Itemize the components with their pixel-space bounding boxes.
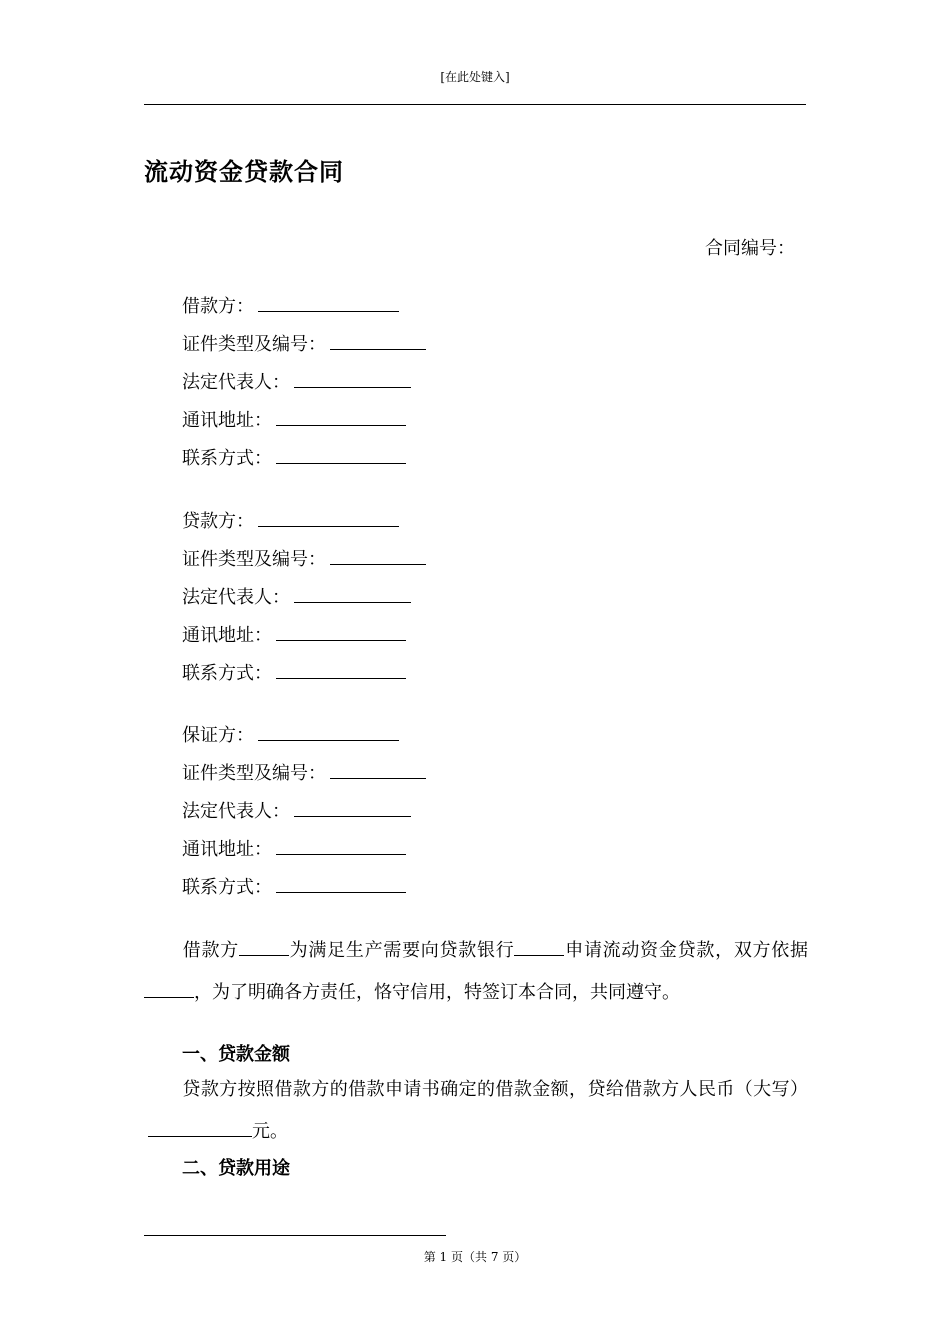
borrower-legal-rep-blank[interactable] — [294, 371, 411, 388]
guarantor-contact-blank[interactable] — [276, 876, 406, 893]
bank-inline-blank[interactable] — [514, 939, 564, 956]
field-label: 证件类型及编号： — [182, 549, 326, 570]
borrower-info-block — [182, 292, 426, 482]
lender-id-blank[interactable] — [330, 548, 426, 565]
intro-text-2: 为满足生产需要向贷款银行 — [288, 940, 515, 961]
borrower-contact-blank[interactable] — [276, 447, 406, 464]
intro-text-4: ，为了明确各方责任，恪守信用，特签订本合同，共同遵守。 — [194, 982, 680, 1003]
lender-name-row — [182, 507, 426, 545]
basis-inline-blank[interactable] — [144, 981, 194, 998]
field-label: 联系方式： — [182, 663, 272, 684]
intro-text-1: 借款方 — [182, 940, 239, 961]
borrower-id-row — [182, 330, 426, 368]
guarantor-contact-row — [182, 873, 426, 911]
guarantor-name-blank[interactable] — [258, 724, 399, 741]
field-label: 贷款方： — [182, 511, 254, 532]
borrower-legal-rep-row — [182, 368, 426, 406]
lender-address-row — [182, 621, 426, 659]
borrower-inline-blank[interactable] — [239, 939, 289, 956]
field-label: 证件类型及编号： — [182, 334, 326, 355]
field-label: 联系方式： — [182, 877, 272, 898]
intro-text-3: 申请流动资金贷款，双方依据 — [564, 940, 809, 961]
borrower-address-row — [182, 406, 426, 444]
lender-legal-rep-blank[interactable] — [294, 586, 411, 603]
borrower-name-blank[interactable] — [258, 295, 399, 312]
contract-number-label: 合同编号： — [705, 238, 795, 259]
guarantor-id-row — [182, 759, 426, 797]
lender-info-block — [182, 507, 426, 697]
footer-divider — [144, 1235, 446, 1236]
borrower-address-blank[interactable] — [276, 409, 406, 426]
document-title: 流动资金贷款合同 — [144, 158, 344, 186]
borrower-name-row — [182, 292, 426, 330]
borrower-id-blank[interactable] — [330, 333, 426, 350]
field-label: 借款方： — [182, 296, 254, 317]
guarantor-info-block — [182, 721, 426, 911]
lender-id-row — [182, 545, 426, 583]
loan-amount-blank[interactable] — [148, 1120, 252, 1137]
guarantor-id-blank[interactable] — [330, 762, 426, 779]
section-1-heading: 一、贷款金额 — [182, 1044, 290, 1065]
page-header-placeholder[interactable]: [在此处键入] — [440, 70, 510, 84]
section-1-paragraph — [144, 1069, 808, 1153]
section-1-text-a: 贷款方按照借款方的借款申请书确定的借款金额，贷给借款方人民币（大写） — [182, 1079, 808, 1100]
guarantor-address-row — [182, 835, 426, 873]
field-label: 法定代表人： — [182, 587, 290, 608]
guarantor-legal-rep-blank[interactable] — [294, 800, 411, 817]
page-number: 第 1 页（共 7 页） — [423, 1250, 527, 1264]
intro-paragraph — [144, 930, 808, 1014]
field-label: 通讯地址： — [182, 625, 272, 646]
header-divider — [144, 104, 806, 105]
borrower-contact-row — [182, 444, 426, 482]
lender-contact-row — [182, 659, 426, 697]
field-label: 保证方： — [182, 725, 254, 746]
lender-legal-rep-row — [182, 583, 426, 621]
guarantor-legal-rep-row — [182, 797, 426, 835]
lender-contact-blank[interactable] — [276, 662, 406, 679]
section-2-heading: 二、贷款用途 — [182, 1158, 290, 1179]
field-label: 通讯地址： — [182, 410, 272, 431]
field-label: 联系方式： — [182, 448, 272, 469]
field-label: 通讯地址： — [182, 839, 272, 860]
field-label: 法定代表人： — [182, 801, 290, 822]
section-1-text-b: 元。 — [252, 1121, 288, 1142]
field-label: 法定代表人： — [182, 372, 290, 393]
lender-name-blank[interactable] — [258, 510, 399, 527]
guarantor-address-blank[interactable] — [276, 838, 406, 855]
guarantor-name-row — [182, 721, 426, 759]
lender-address-blank[interactable] — [276, 624, 406, 641]
field-label: 证件类型及编号： — [182, 763, 326, 784]
